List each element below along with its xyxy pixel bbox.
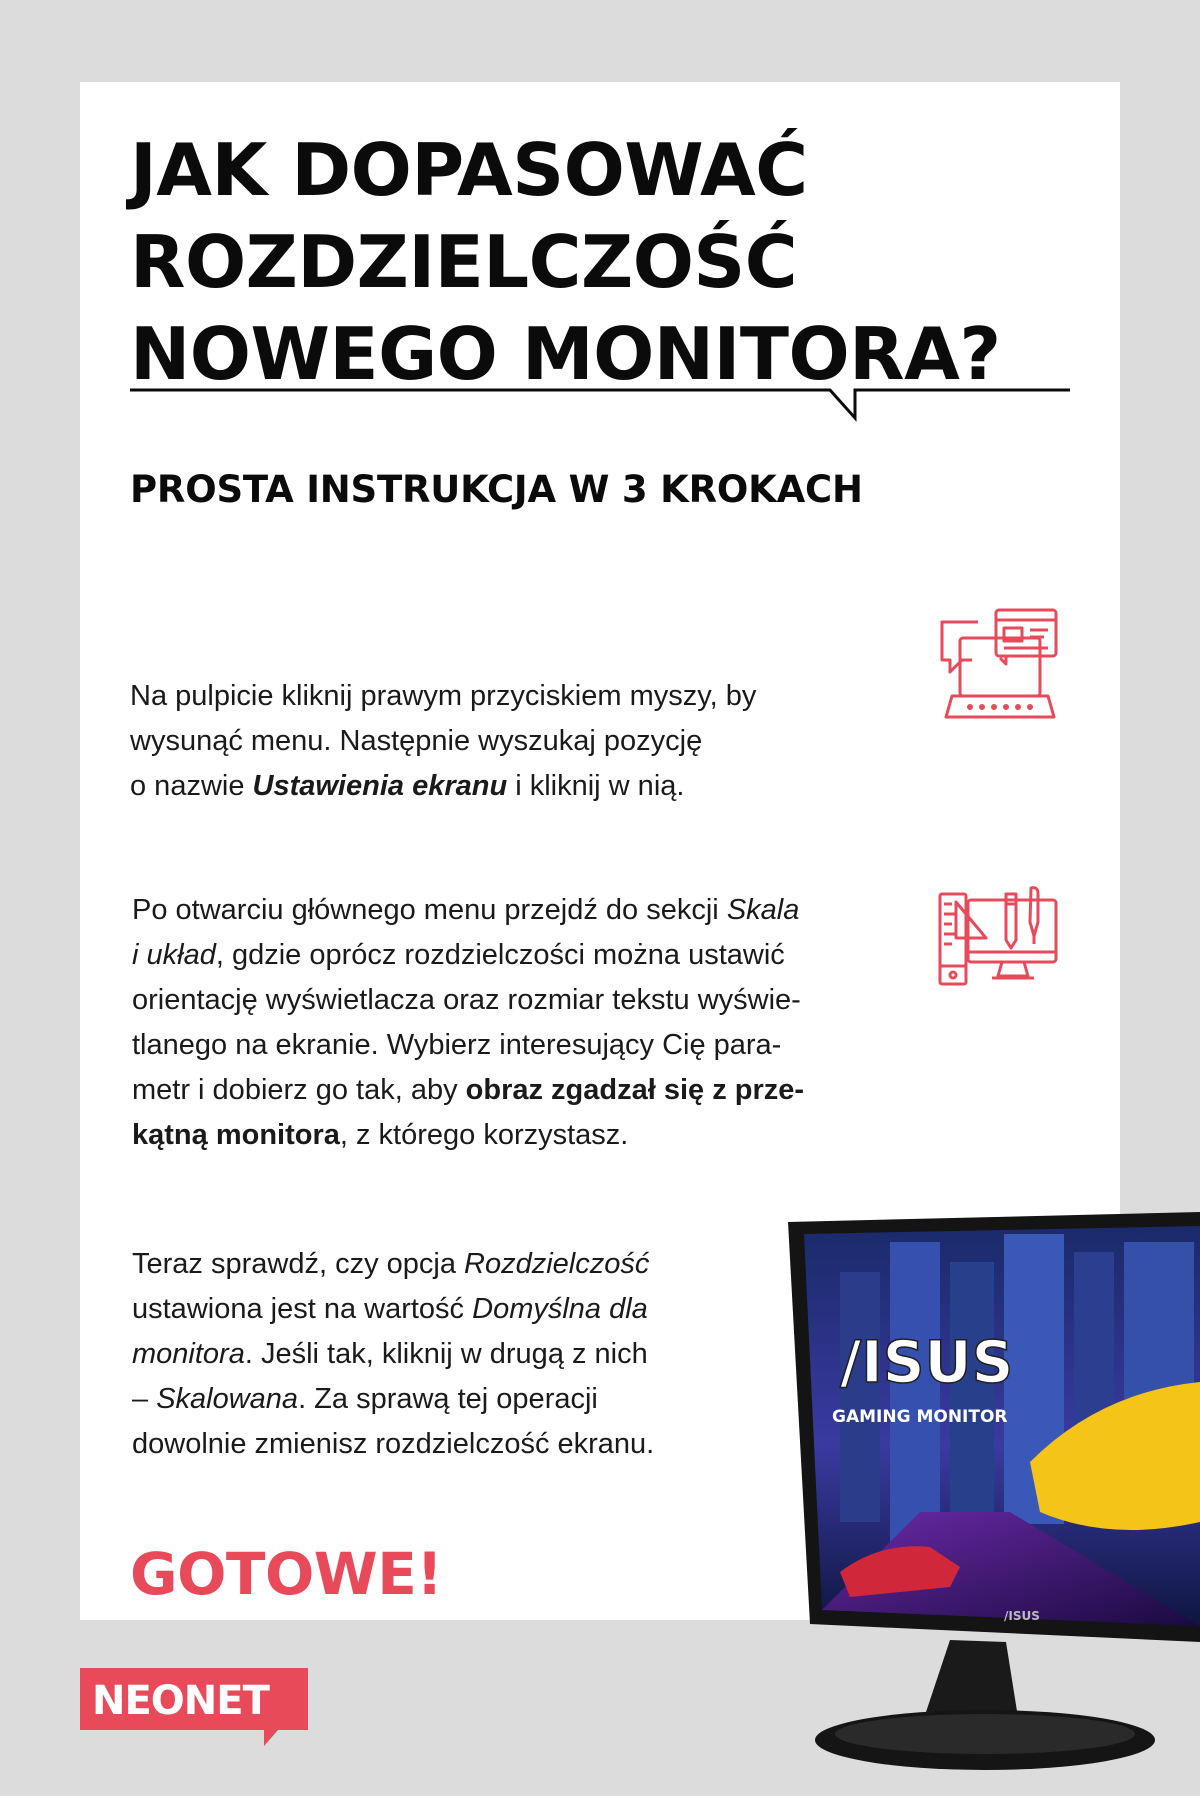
title-line-2: ROZDZIELCZOŚĆ [130,220,798,304]
step-1-text: Na pulpicie kliknij prawym przyciskiem myszy, by wysunąć menu. Następnie wyszukaj pozycję o nazwie Ustawienia ekranu i kliknij w nią. [130,680,757,802]
done-heading: GOTOWE! [130,1540,443,1608]
monitor-brand: /ISUS [840,1328,1014,1396]
monitor-image [780,1212,1200,1792]
design-tools-monitor-icon [938,882,1063,992]
speech-bubble-divider [130,380,1080,424]
title-line-1: JAK DOPASOWAĆ [130,128,808,212]
subtitle: PROSTA INSTRUKCJA W 3 KROKACH [130,468,863,511]
computer-chat-icon [938,602,1063,727]
title-line-3: NOWEGO MONITORA? [130,312,1001,396]
logo-text: NEONET [92,1678,269,1724]
settings-name: Ustawienia ekranu [252,770,508,802]
step-2-text: Po otwarciu głównego menu przejdź do sekcji Skala i układ, gdzie oprócz rozdzielczości można ustawić orientację wyświetlacza oraz rozmiar tekstu wyświe- tlanego na ekranie. Wybierz interesujący Cię para- metr i dobierz go tak, aby obraz zgadzał się z prze- kątną monitora, z którego korzystasz. [132,894,805,1151]
page-title [130,124,1001,400]
stand-brand: /ISUS [1004,1609,1040,1623]
neonet-logo [80,1668,308,1748]
monitor-tagline: GAMING MONITOR [832,1407,1008,1427]
step-3-text: Teraz sprawdź, czy opcja Rozdzielczość ustawiona jest na wartość Domyślna dla monitora. Jeśli tak, kliknij w drugą z nich – Skalowana. Za sprawą tej operacji dowolnie zmienisz rozdzielczość ekranu. [132,1248,655,1460]
